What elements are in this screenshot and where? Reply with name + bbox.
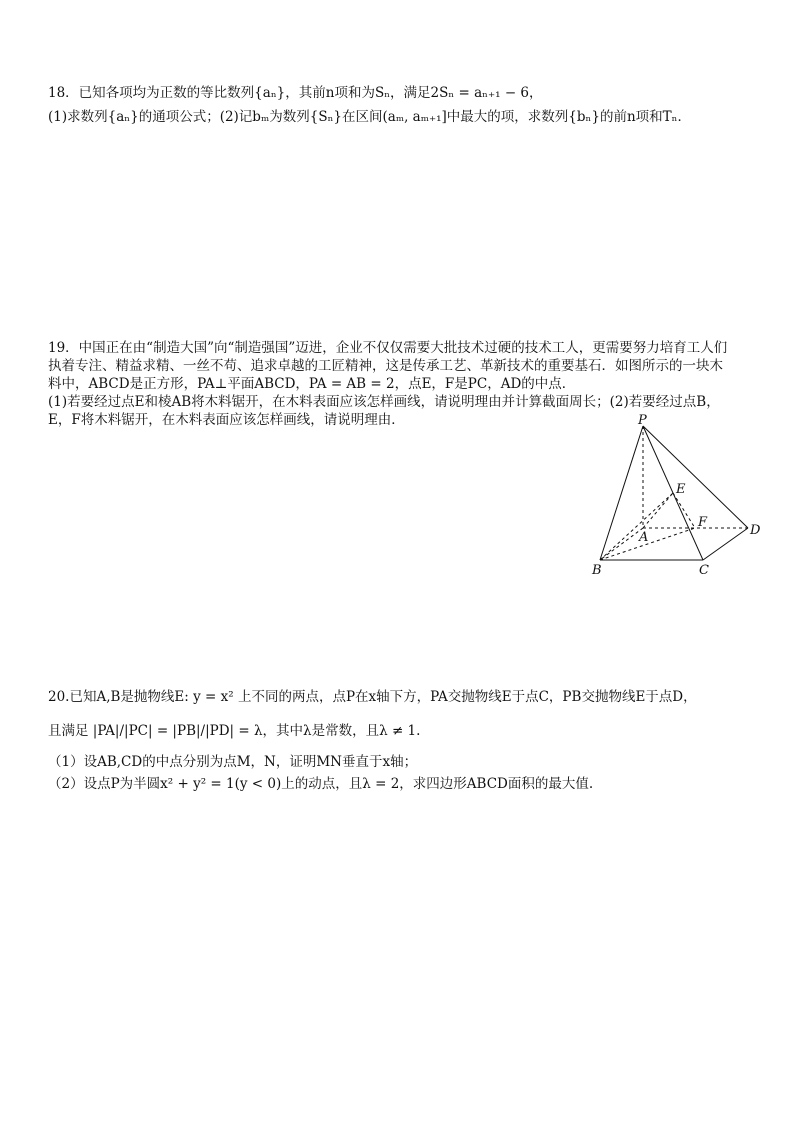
- edge-PD: [643, 426, 748, 528]
- problem-20-statement: 20.已知A,B是抛物线E: y = x² 上不同的两点，点P在x轴下方，PA交抛物线E于点C，PB交抛物线E于点D，: [48, 689, 697, 705]
- label-E: E: [676, 482, 686, 497]
- label-B: B: [592, 563, 602, 578]
- problem-20-part-1: （1）设AB,CD的中点分别为点M，N，证明MN垂直于x轴；: [48, 754, 418, 770]
- problem-19-line-4: (1)若要经过点E和棱AB将木料锯开，在木料表面应该怎样画线，请说明理由并计算截面周长；(2)若要经过点B，: [48, 394, 720, 410]
- pyramid-figure: [585, 412, 770, 582]
- problem-19-line-5: E，F将木料锯开，在木料表面应该怎样画线，请说明理由．: [48, 412, 405, 428]
- segment-EF: [673, 493, 695, 528]
- problem-20-condition: 且满足 |PA|/|PC| = |PB|/|PD| = λ，其中λ是常数，且λ ≠ 1.: [48, 723, 421, 739]
- problem-20-part-2: （2）设点P为半圆x² + y² = 1(y < 0)上的动点，且λ = 2，求四边形ABCD面积的最大值.: [48, 776, 594, 792]
- problem-19-line-1: 19．中国正在由“制造大国”向“制造强国”迈进，企业不仅仅需要大批技术过硬的技术工人，更需要努力培育工人们: [48, 340, 728, 356]
- problem-19-line-3: 料中，ABCD是正方形，PA⊥平面ABCD，PA = AB = 2，点E，F是PC，AD的中点．: [48, 376, 576, 392]
- label-D: D: [750, 523, 761, 538]
- problem-18-statement: 18．已知各项均为正数的等比数列{aₙ}，其前n项和为Sₙ，满足2Sₙ = aₙ₊₁ − 6，: [48, 85, 543, 101]
- label-A: A: [639, 530, 649, 545]
- edge-PB: [600, 426, 643, 560]
- problem-18-questions: (1)求数列{aₙ}的通项公式；(2)记bₘ为数列{Sₙ}在区间(aₘ, aₘ₊₁]中最大的项，求数列{bₙ}的前n项和Tₙ．: [48, 109, 692, 125]
- label-P: P: [638, 413, 647, 428]
- problem-19-line-2: 执着专注、精益求精、一丝不苟、追求卓越的工匠精神，这是传承工艺、革新技术的重要基石．如图所示的一块木: [48, 358, 723, 374]
- label-F: F: [698, 515, 708, 530]
- edge-AB: [600, 528, 643, 560]
- segment-AE: [643, 493, 673, 528]
- edge-CD: [703, 528, 748, 560]
- label-C: C: [699, 563, 709, 578]
